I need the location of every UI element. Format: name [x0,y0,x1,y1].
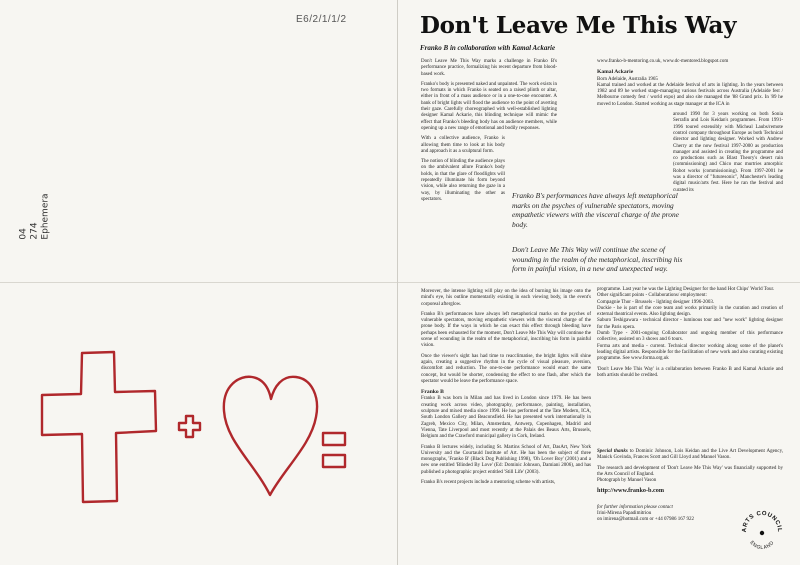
equals-top-icon [323,433,345,445]
contact-details[interactable]: on imirena@hotmail.com or +44 07986 167 922 [597,517,694,523]
intro-paragraph: Franko's body is presented naked and unpainted. The work exists in two formats in which Franko is seated on a raised plinth or altar, either in front of a mass audience or in a one-to-one encounter. A bank of bright lights will flood the audience to the point of averting their gaze. Carefully choreographed with well-established lighting designer Kamal Ackarie, this blinding technique will mimic the effect that Franko's bleeding body has on audience members, while opening up a new range of emotional and bodily responses. [421,81,557,131]
handwritten-line: 274 [29,222,40,240]
intro-paragraph: The notion of blinding the audience plays on the ambivalent allure Franko's body holds, in that the glare of floodlights will repeatedly illuminate his form beyond vision, while also returning the gaze in a way, by illuminating the other as spectators. [421,159,505,202]
contact-label: for further information please contact [597,504,673,510]
body-paragraph: Moreover, the intense lighting will play on the idea of burning his image onto the mind's eye, his outline momentarily existing in each viewing body, in the event's corporeal afterglow. [421,289,591,307]
kamal-heading: Kamal Ackarie [597,69,634,76]
arts-council-logo [738,507,786,555]
body-paragraph: Franko B's performances have always left metaphorical marks on the psyches of vulnerable spectators, moving empathetic viewers with the visceral charge of the prone body. If the ways in which he can exact this effect through bleeding have perhaps been exhausted for the moment, Don't Leave Me This Way will continue the scene of wounding in the realm of the metaphorical, inscribing his form in painful vision. [421,311,591,349]
kamal-paragraph: Kamal trained and worked at the Adelaide festival of arts in lighting. In the years between 1982 and 89 he worked stage-managing various festivals across Australia (Adelaide fest / Melbourne comedy fest / world expo) and also site managed the '88 Grand prix. In '89 he moved to London. Started working as stage manager at the ICA in [597,82,783,107]
contact-name: Irini-Mirena Papadimitriou [597,511,652,517]
page-title: Don't Leave Me This Way [420,12,737,39]
mentoring-links[interactable]: www.franko-b-mentoring.co.uk, www.dc-mentored.blogspot.com [597,59,729,64]
collab-line: Duckie - he is part of the core team and works primarily in the curation and creation of external theatrical events. Also lighting design. [597,305,783,318]
pull-quote: Don't Leave Me This Way will continue the scene of wounding in the realm of the metaphorical, inscribing his form in painful vision, in a new and unexpected way. [512,245,683,274]
left-page [0,0,398,565]
svg-text:ARTS COUNCIL [742,511,782,533]
franko-paragraph: Franko B lectures widely, including St. Martins School of Art, DasArt, New York University and the Courtauld Institute of Art. He has been the subject of three monographs, 'Franko B' (Black Dog Publishing 1998), 'Oh Lover Boy' (2001) and a new one entitled 'Blinded By Love' (Ed: Dominic Johnson, Damiani 2006), and has published a photographic project entitled 'Still Life' (2003). [421,444,591,475]
collab-line: Compagnie Thor - Brussels - lighting designer 1996-2003. [597,299,715,305]
heart-icon [224,377,317,495]
fold-line [398,282,800,283]
collab-line: Dumb Type - 2001-ongoing Collaborator and ongoing member of this performance collective, assisted on 3 shows and 6 tours. [597,331,783,343]
cross-icon [42,352,156,502]
photo-credit: Photograph by Manuel Vason [597,478,657,484]
plus-icon [179,416,200,437]
intro-paragraph: With a collective audience, Franko is allowing them time to look at his body and approach it as a sculptural form. [421,136,505,154]
credit-note: 'Don't Leave Me This Way' is a collaboration between Franko B and Kamal Ackarie and both artists should be credited. [597,366,783,378]
kamal-born: Born Adelaide, Australia 1965 [597,76,658,82]
handwritten-note [19,193,52,239]
collab-line: programme. Last year he was the Lighting Designer for the hand Hot Chips' World Tour. [597,287,775,292]
svg-text:ENGLAND [748,540,775,551]
thanks-text: to Dominic Johnson, Lois Keidan and the Live Art Development Agency, Manick Govinda, Frances Scott and Gill Lloyd and Manuel Vason. [597,449,784,461]
collaborations-column [597,287,783,383]
cross-plus-heart-equals-drawing [40,345,350,515]
collab-line: Other significant points - Collaborations/ employment: [597,293,707,299]
thanks-label: Special thanks [597,449,628,454]
catalog-number: E6/2/1/1/2 [296,14,347,25]
franko-paragraph: Franko B was born in Milan and has lived in London since 1979. He has been creating work across video, photography, performance, painting, installation, sculpture and mixed media since 1990. He has performed at the Tate Modern, ICA, South London Gallery and Beaconsfield. He has presented work internationally in Zagreb, Mexico City, Milan, Amsterdam, Antwerp, Copenhagen, Madrid and Vienna, Tate Liverpool and most recently at the Palais des Beaux Arts, Brussels, Belgium and the Crawford municipal gallery in Cork, Ireland. [421,396,591,440]
handwritten-line: Ephemera [40,193,51,240]
collab-line: Forma arts and media - current. Technical director working along some of the planet's leading digital artists. Responsible for the facilitation of new work and also curating existing programme. See www.forma.org.uk [597,343,783,362]
intro-column [421,59,557,207]
funding-note: The research and development of 'Don't Leave Me This Way' was financially supported by the Arts Council of England. [597,465,783,477]
collab-line: Saburo Teshigawara - technical director - luminous tour and "new work" lighting designer for the Paris opera. [597,318,783,330]
website-link[interactable]: http://www.franko-b.com [597,487,665,495]
handwritten-line: 04 [18,228,29,240]
kamal-paragraph: around 1990 for 3 years working on both Sonia Serrafin and Lois Keidan's programmes. From 1991-1996 toured extensibly with Micheal Laubs/remote control company throughout Europe as both Technical director and lighting designer. Worked with Andrew Cherry at the now festival 1997-2000 as production manager and assisted in creating the programme and co productions such as Blast Theory's desert rain (commissioning) and Chico mac murtries amorphic Robot works (commissioning). From 1997-2001 he was a director of "futuresonic", Manchester's leading digital music/arts fest. Here he ran the festival and curated its [673,112,783,193]
logo-text-top: ARTS COUNCIL [741,510,783,533]
pull-quote: Franko B's performances have always left metaphorical marks on the psyches of vulnerable spectators, moving empathetic viewers with the visceral charge of the prone body. [512,191,679,229]
intro-paragraph: Don't Leave Me This Way marks a challenge in Franko B's performance practice, formalizing his recent departure from blood-based work. [421,59,557,77]
fold-line [0,282,397,283]
equals-bottom-icon [323,455,345,467]
kamal-column [597,59,783,198]
body-paragraph: Once the viewer's sight has had time to reacclimatise, the bright lights will shine again, creating a suggestive rhythm in the cycle of visual pleasure, aversion, discomfort and reduction. The one-to-one performance would enact the same concept, but would be shorter, condensing the effect to one flash, after which the spectator would be leave the performance space. [421,353,591,384]
franko-heading: Franko B [421,389,444,396]
logo-text-bottom: ENGLAND [748,539,776,552]
page-subtitle: Franko B in collaboration with Kamal Ackarie [420,44,556,52]
franko-paragraph: Franko B's recent projects include a mentoring scheme with artists, [421,480,556,486]
franko-column [421,289,591,490]
